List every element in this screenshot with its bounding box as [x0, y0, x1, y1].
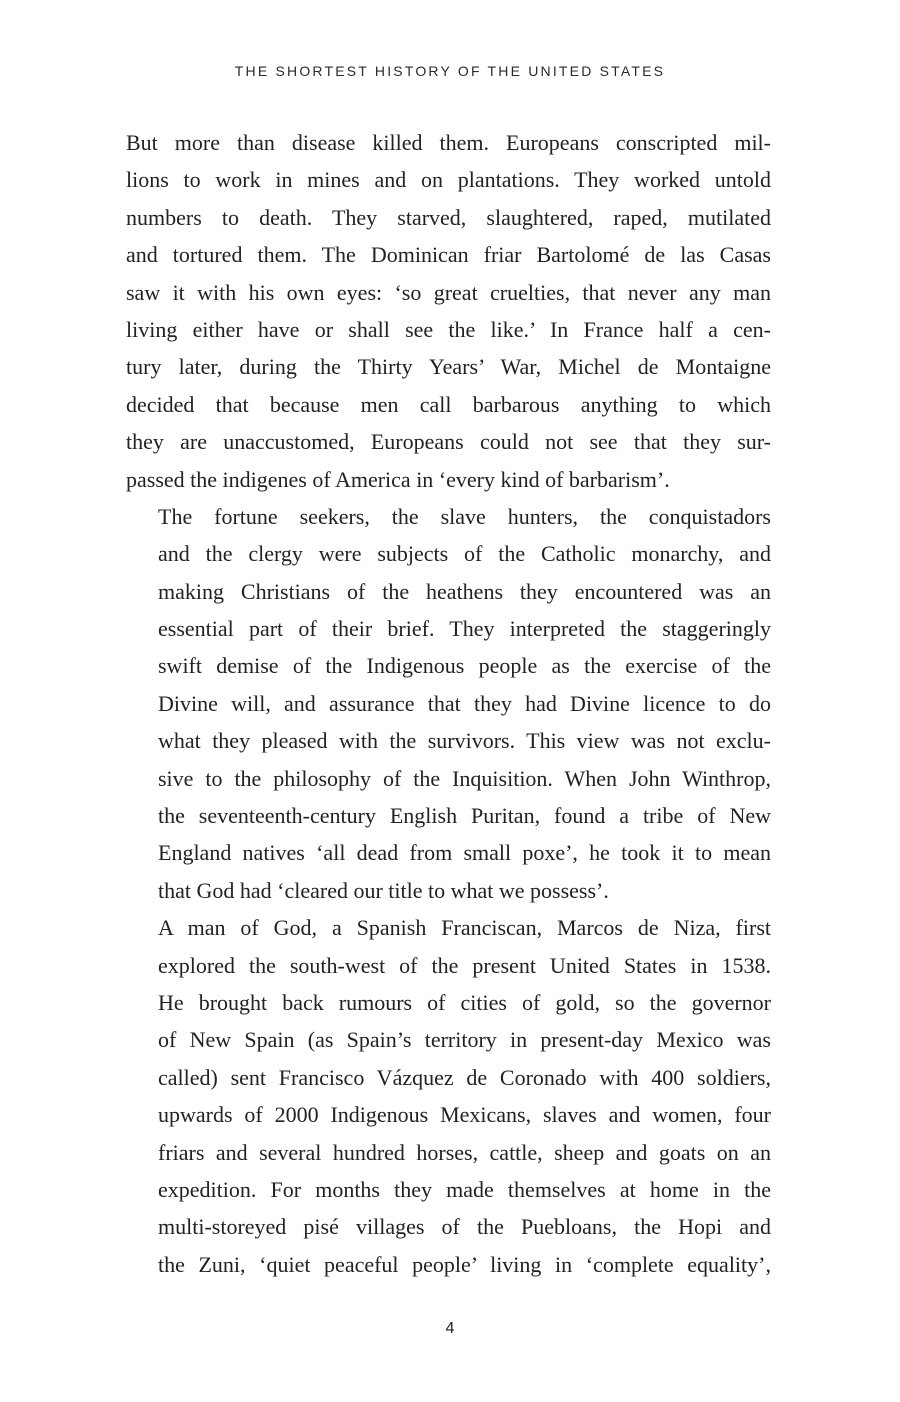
- text-line: tury later, during the Thirty Years’ War, Michel de Montaigne: [126, 354, 771, 380]
- text-line: decided that because men call barbarous anything to which: [126, 391, 771, 417]
- text-line: the seventeenth-century English Puritan, found a tribe of New: [158, 803, 771, 829]
- text-line: living either have or shall see the like.’ In France half a cen-: [126, 316, 771, 342]
- paragraph-1: [126, 124, 771, 498]
- text-line: they are unaccustomed, Europeans could not see that they sur-: [126, 429, 771, 455]
- text-line: and tortured them. The Dominican friar Bartolomé de las Casas: [126, 242, 771, 268]
- text-line: upwards of 2000 Indigenous Mexicans, slaves and women, four: [158, 1102, 771, 1128]
- text-line: that God had ‘cleared our title to what we possess’.: [158, 877, 609, 903]
- text-line: making Christians of the heathens they encountered was an: [158, 578, 771, 604]
- text-line: called) sent Francisco Vázquez de Coronado with 400 soldiers,: [158, 1064, 771, 1090]
- text-line: and the clergy were subjects of the Catholic monarchy, and: [158, 541, 771, 567]
- page-number: 4: [445, 1320, 455, 1337]
- text-line: Divine will, and assurance that they had Divine licence to do: [158, 690, 771, 716]
- text-line: numbers to death. They starved, slaughtered, raped, mutilated: [126, 204, 771, 230]
- text-line: But more than disease killed them. Europeans conscripted mil-: [126, 130, 771, 155]
- text-line: expedition. For months they made themselves at home in the: [158, 1176, 771, 1202]
- text-line: essential part of their brief. They interpreted the staggeringly: [158, 616, 771, 642]
- text-line: saw it with his own eyes: ‘so great cruelties, that never any man: [126, 279, 771, 305]
- text-line: the Zuni, ‘quiet peaceful people’ living in ‘complete equality’,: [158, 1251, 771, 1277]
- paragraph-3: [126, 909, 771, 1283]
- body-text: [126, 124, 771, 1283]
- text-line: multi-storeyed pisé villages of the Puebloans, the Hopi and: [158, 1214, 771, 1240]
- text-line: A man of God, a Spanish Franciscan, Marcos de Niza, first: [158, 915, 771, 941]
- text-line: passed the indigenes of America in ‘every kind of barbarism’.: [126, 466, 670, 492]
- text-line: lions to work in mines and on plantations. They worked untold: [126, 167, 771, 193]
- text-line: friars and several hundred horses, cattle, sheep and goats on an: [158, 1139, 771, 1165]
- running-head: THE SHORTEST HISTORY OF THE UNITED STATES: [234, 63, 666, 79]
- paragraph-2: [126, 498, 771, 909]
- text-line: sive to the philosophy of the Inquisition. When John Winthrop,: [158, 765, 771, 791]
- text-line: England natives ‘all dead from small poxe’, he took it to mean: [158, 840, 771, 866]
- text-line: The fortune seekers, the slave hunters, the conquistadors: [158, 503, 771, 529]
- text-line: swift demise of the Indigenous people as the exercise of the: [158, 653, 771, 679]
- text-line: He brought back rumours of cities of gold, so the governor: [158, 989, 771, 1015]
- text-line: explored the south-west of the present United States in 1538.: [158, 952, 771, 978]
- text-line: what they pleased with the survivors. This view was not exclu-: [158, 728, 771, 754]
- text-line: of New Spain (as Spain’s territory in present-day Mexico was: [158, 1027, 771, 1053]
